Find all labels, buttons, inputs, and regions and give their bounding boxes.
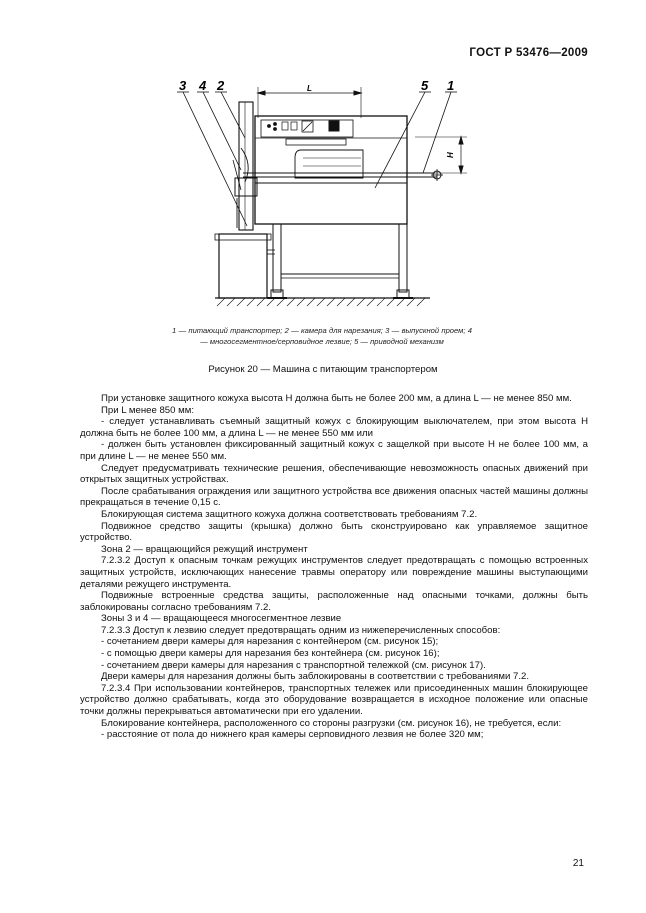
- list-item: - сочетанием двери камеры для нарезания с транспортной тележкой (см. рисунок 17).: [101, 659, 486, 671]
- paragraph: После срабатывания ограждения или защитного устройства все движения опасных частей машины должны прекращаться в течение 0,15 с.: [80, 485, 588, 509]
- figure-legend: 1 — питающий транспортер; 2 — камера для нарезания; 3 — выпускной проем; 4 — многосегментное/серповидное лезвие; 5 — приводной механизм: [172, 326, 472, 346]
- section-heading: Зоны 3 и 4 — вращающееся многосегментное лезвие: [101, 613, 342, 625]
- paragraph: 7.2.3.2 Доступ к опасным точкам режущих инструментов следует предотвращать с помощью встроенных защитных устройств, исключающих нанесение травмы оператору или повреждение машины выступающими деталями режущего инструмента.: [80, 555, 588, 590]
- paragraph: - должен быть установлен фиксированный защитный кожух с защелкой при высоте H не более 100 мм, а при длине L — не менее 550 мм.: [80, 439, 588, 462]
- figure-label-3: 3: [179, 78, 187, 93]
- dimension-h-label: H: [446, 152, 455, 158]
- list-item: - с помощью двери камеры для нарезания без контейнера (см. рисунок 16);: [101, 648, 440, 660]
- machine-drawing: [175, 78, 475, 318]
- body-text: [80, 393, 588, 741]
- list-item: - расстояние от пола до нижнего края камеры серповидного лезвия не более 320 мм;: [101, 729, 484, 741]
- paragraph: Следует предусматривать технические решения, обеспечивающие невозможность опасных движений при открытых защитных устройствах.: [80, 462, 588, 486]
- list-item: - сочетанием двери камеры для нарезания с контейнером (см. рисунок 15);: [101, 636, 439, 648]
- paragraph: При L менее 850 мм:: [101, 404, 194, 416]
- paragraph: Подвижные встроенные средства защиты, расположенные над опасными точками, должны быть заблокированы согласно требованиям 7.2.: [80, 590, 588, 613]
- page-number: 21: [572, 858, 584, 869]
- paragraph: - следует устанавливать съемный защитный кожух с блокирующим выключателем, при этом высота H должна быть не более 100 мм, а длина L — не менее 550 мм или: [80, 416, 588, 439]
- figure-label-5: 5: [421, 78, 429, 93]
- figure-title: Рисунок 20 — Машина с питающим транспортером: [208, 364, 438, 375]
- paragraph: При установке защитного кожуха высота H должна быть не более 200 мм, а длина L — не менее 850 мм.: [101, 393, 572, 404]
- figure-label-4: 4: [199, 78, 207, 93]
- section-heading: Зона 2 — вращающийся режущий инструмент: [101, 543, 308, 555]
- paragraph: 7.2.3.3 Доступ к лезвию следует предотвращать одним из нижеперечисленных способов:: [101, 624, 501, 636]
- paragraph: Блокирование контейнера, расположенного со стороны разгрузки (см. рисунок 16), не требуется, если:: [101, 717, 562, 729]
- paragraph: Двери камеры для нарезания должны быть заблокированы в соответствии с требованиями 7.2.: [101, 671, 529, 683]
- paragraph: Подвижное средство защиты (крышка) должно быть сконструировано как управляемое защитное устройство.: [80, 520, 588, 544]
- standard-header: ГОСТ Р 53476—2009: [469, 47, 588, 59]
- figure-label-2: 2: [217, 78, 225, 93]
- figure-label-1: 1: [447, 78, 455, 93]
- paragraph: 7.2.3.4 При использовании контейнеров, транспортных тележек или присоединенных машин блокирующее устройство должно срабатывать, когда это оборудование возвращается в исходное положение или опасные точки должны перекрываться автоматически при его удалении.: [80, 682, 588, 718]
- dimension-l-label: L: [307, 84, 312, 93]
- paragraph: Блокирующая система защитного кожуха должна соответствовать требованиям 7.2.: [101, 508, 478, 520]
